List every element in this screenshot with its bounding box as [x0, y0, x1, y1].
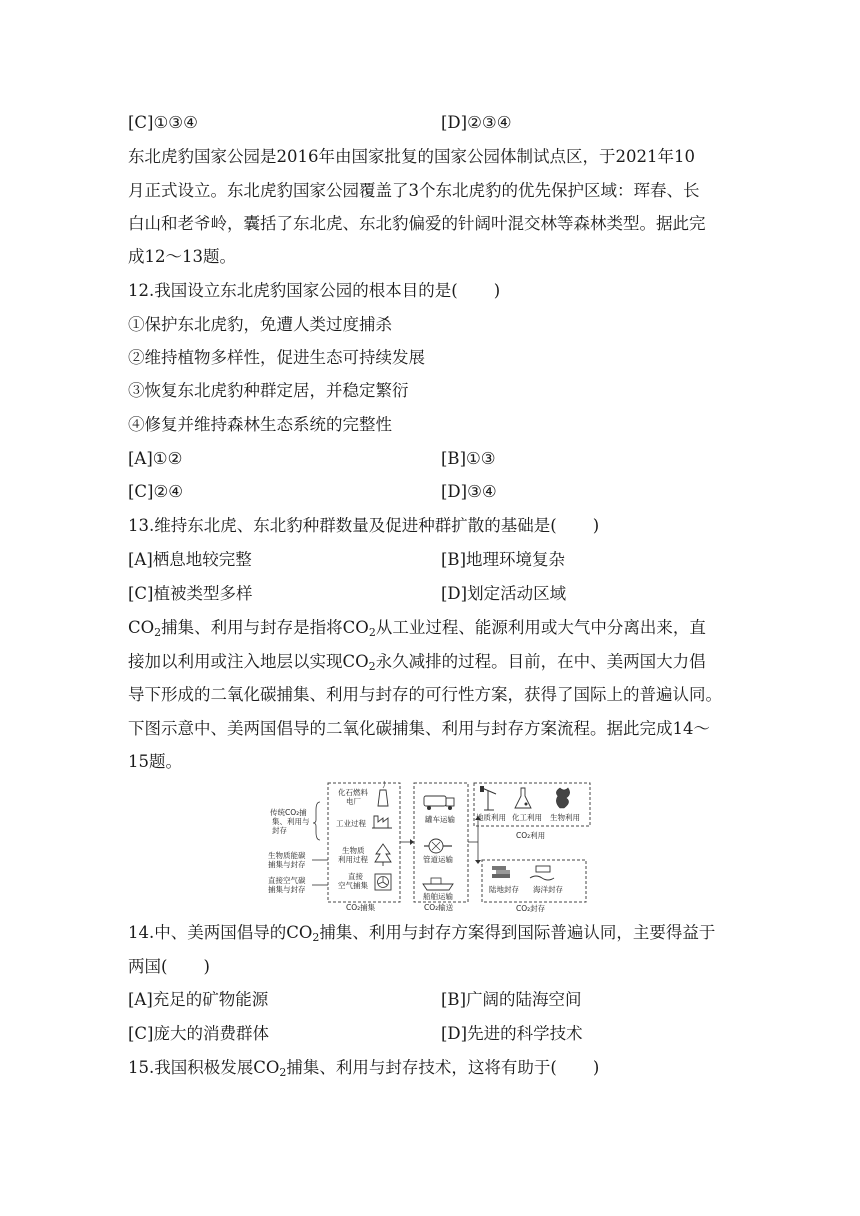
- q11-option-d: [D]②③④: [441, 113, 512, 132]
- diagram-label-beccs-2: 捕集与封存: [268, 860, 306, 869]
- passage2-line-3: 导下形成的二氧化碳捕集、利用与封存的可行性方案，获得了国际上的普遍认同。: [128, 685, 722, 704]
- q12-item-3: ③恢复东北虎豹种群定居，并稳定繁衍: [128, 381, 409, 400]
- q12-item-2: ②维持植物多样性，促进生态可持续发展: [128, 348, 425, 367]
- q12-option-b: [B]①③: [441, 449, 496, 468]
- q12-option-d: [D]③④: [441, 482, 497, 501]
- q12-item-4: ④修复并维持森林生态系统的完整性: [128, 415, 392, 434]
- q14-stem-line-2: 两国( ): [128, 957, 210, 976]
- factory-icon: [372, 816, 392, 828]
- capture-caption: CO₂捕集: [346, 903, 376, 912]
- diagram-label-traditional-3: 封存: [272, 826, 287, 835]
- capture-direct-2: 空气捕集: [338, 881, 368, 890]
- transport-pipeline: 管道运输: [423, 855, 453, 864]
- passage2-line-2: 接加以利用或注入地层以实现$CO_2$永久减排的过程。目前，在中、美两国大力倡: [128, 652, 706, 673]
- q13-option-d: [D]划定活动区域: [441, 584, 567, 603]
- capture-direct-1: 直接: [348, 872, 363, 881]
- passage2-line-1: $CO_2$捕集、利用与封存是指将$CO_2$从工业过程、能源利用或大气中分离出来，直: [128, 618, 706, 639]
- diagram-label-daccs-2: 捕集与封存: [268, 885, 306, 894]
- q12-item-1: ①保护东北虎豹，免遭人类过度捕杀: [128, 315, 392, 334]
- use-chemical: 化工利用: [512, 813, 542, 822]
- tanker-truck-icon: [424, 796, 454, 810]
- q13-option-a: [A]栖息地较完整: [128, 550, 252, 569]
- q11-option-c: [C]①③④: [128, 113, 198, 132]
- q14-stem-line-1: 14.中、美两国倡导的$CO_2$捕集、利用与封存方案得到国际普遍认同，主要得益于: [128, 923, 716, 944]
- power-plant-icon: [378, 781, 388, 806]
- transport-caption: CO₂输送: [424, 903, 454, 912]
- utilization-caption: CO₂利用: [516, 831, 546, 840]
- q13-option-c: [C]植被类型多样: [128, 584, 253, 603]
- diagram-label-daccs-1: 直接空气碳: [268, 876, 306, 885]
- q12-stem: 12.我国设立东北虎豹国家公园的根本目的是( ): [128, 281, 501, 300]
- passage1-line-4: 成12～13题。: [128, 247, 236, 266]
- traditional-brace: [313, 802, 320, 840]
- q13-stem: 13.维持东北虎、东北豹种群数量及促进种群扩散的基础是( ): [128, 516, 600, 535]
- ocean-storage-icon: [530, 866, 554, 880]
- algae-icon: [556, 788, 569, 808]
- q12-option-c: [C]②④: [128, 482, 184, 501]
- transport-truck: 罐车运输: [425, 815, 455, 824]
- transport-ship: 船舶运输: [423, 892, 453, 901]
- use-biological: 生物利用: [550, 813, 580, 822]
- q12-option-a: [A]①②: [128, 449, 183, 468]
- capture-biomass-1: 生物质: [342, 846, 365, 855]
- capture-fossil-1: 化石燃料: [338, 788, 368, 797]
- use-geological: 地质利用: [476, 813, 506, 822]
- capture-biomass-2: 利用过程: [338, 855, 368, 864]
- storage-land: 陆地封存: [489, 885, 519, 894]
- q14-option-c: [C]庞大的消费群体: [128, 1024, 269, 1043]
- passage1-line-1: 东北虎豹国家公园是2016年由国家批复的国家公园体制试点区，于2021年10: [128, 147, 695, 166]
- storage-ocean: 海洋封存: [533, 885, 563, 894]
- land-storage-icon: [492, 866, 510, 878]
- passage2-line-5: 15题。: [128, 752, 182, 771]
- passage1-line-3: 白山和老爷岭，囊括了东北虎、东北豹偏爱的针阔叶混交林等森林类型。据此完: [128, 214, 706, 233]
- passage1-line-2: 月正式设立。东北虎豹国家公园覆盖了3个东北虎豹的优先保护区域：珲春、长: [128, 181, 700, 200]
- q14-option-a: [A]充足的矿物能源: [128, 990, 269, 1009]
- ship-icon: [423, 878, 453, 890]
- storage-caption: CO₂封存: [516, 904, 546, 913]
- q13-option-b: [B]地理环境复杂: [441, 550, 565, 569]
- capture-industry: 工业过程: [336, 819, 366, 828]
- q14-option-d: [D]先进的科学技术: [441, 1024, 583, 1043]
- tree-icon: [375, 844, 391, 866]
- pipeline-icon: [424, 839, 452, 853]
- diagram-label-traditional-2: 集、利用与: [272, 817, 310, 826]
- capture-fossil-2: 电厂: [346, 797, 361, 806]
- passage2-line-4: 下图示意中、美两国倡导的二氧化碳捕集、利用与封存方案流程。据此完成14～: [128, 719, 710, 738]
- q15-stem: 15.我国积极发展$CO_2$捕集、利用与封存技术，这将有助于( ): [128, 1058, 600, 1079]
- diagram-label-traditional-1: 传统CO₂捕: [270, 808, 307, 817]
- q14-option-b: [B]广阔的陆海空间: [441, 990, 582, 1009]
- diagram-label-beccs-1: 生物质能碳: [268, 851, 306, 860]
- flask-icon: [515, 788, 531, 808]
- ccus-flow-diagram: [268, 780, 592, 914]
- oil-pump-icon: [480, 786, 496, 810]
- fan-icon: [375, 874, 391, 890]
